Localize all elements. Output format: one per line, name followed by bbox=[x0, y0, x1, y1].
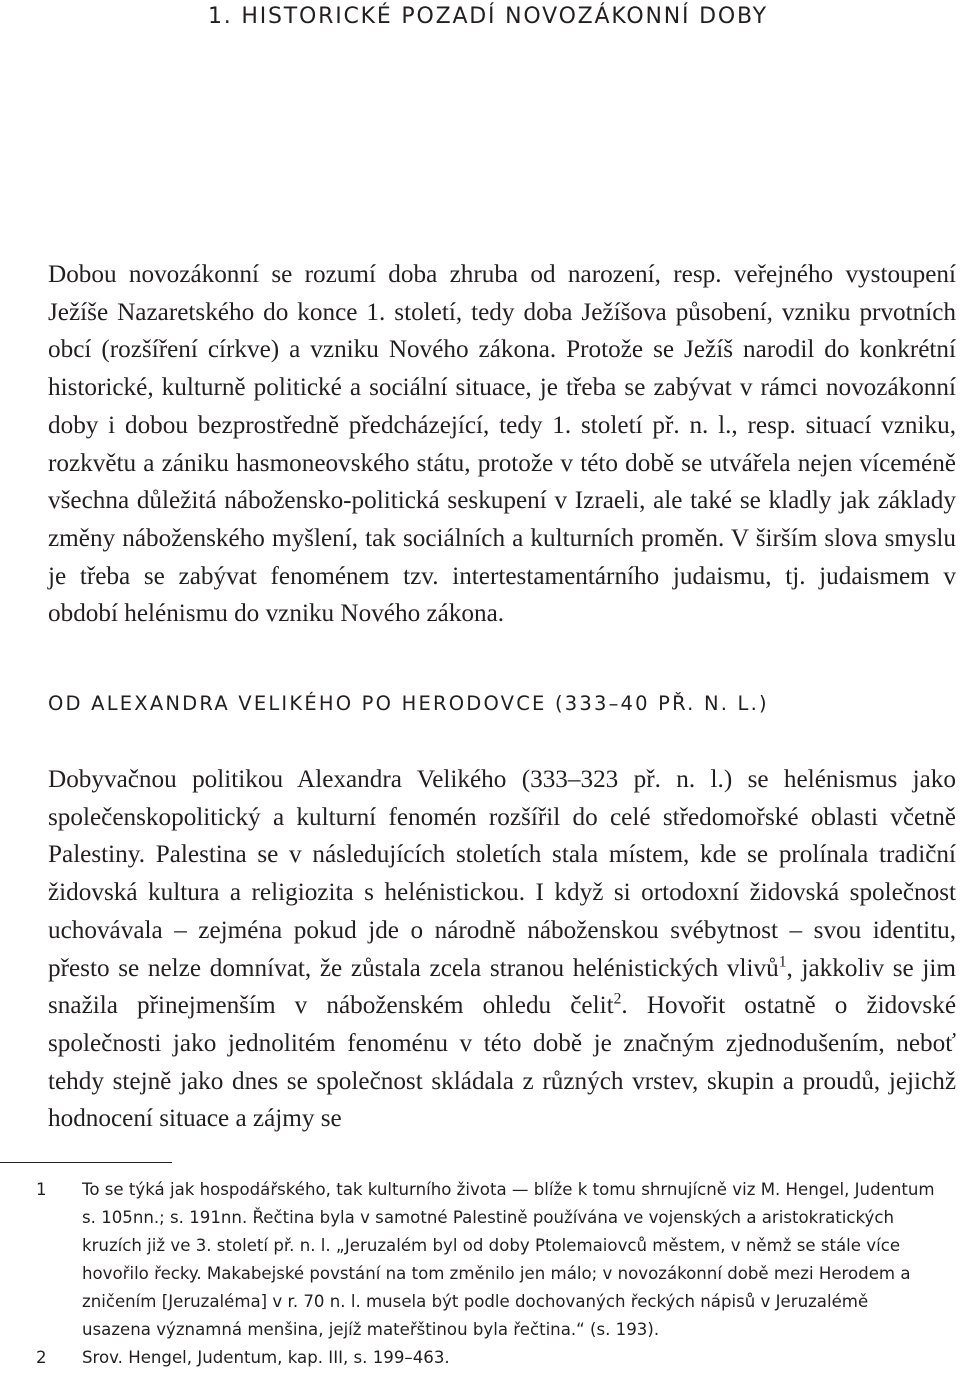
footnote-reference-2[interactable]: 2 bbox=[613, 990, 622, 1008]
section-paragraph-part-1: Dobyvačnou politikou Alexandra Velikého (333–323 př. n. l.) se helénismus jako společenskopolitický a kulturní fenomén rozšířil do celé středomořské oblasti včetně Palestiny. Palestina se v následujících stoletích stala místem, kde se prolínala tradiční židovská kultura a religiozita s helénistickou. I když si ortodoxní židovská společnost uchovávala – zejména pokud jde o národně náboženskou svébytnost – svou identitu, přesto se nelze domnívat, že zůstala zcela stranou helénistických vlivů bbox=[48, 766, 956, 982]
section-paragraph-part-2: , jakkoliv se jim snažila přinejmenším v náboženském ohledu čelit bbox=[48, 954, 956, 1020]
footnote-text: Srov. Hengel, Judentum, kap. III, s. 199–463. bbox=[82, 1348, 450, 1367]
footnotes bbox=[0, 1176, 960, 1372]
section-heading: OD ALEXANDRA VELIKÉHO PO HERODOVCE (333–40 PŘ. N. L.) bbox=[48, 692, 769, 715]
footnote-number: 1 bbox=[36, 1180, 47, 1199]
footnote-2 bbox=[0, 1344, 960, 1372]
intro-paragraph: Dobou novozákonní se rozumí doba zhruba od narození, resp. veřejného vystoupení Ježíše Nazaretského do konce 1. století, tedy doba Ježíšova působení, vzniku prvotních obcí (rozšíření církve) a vzniku Nového zákona. Protože se Ježíš narodil do konkrétní historické, kulturně politické a sociální situace, je třeba se zabývat v rámci novozákonní doby i dobou bezprostředně předcházející, tedy 1. století př. n. l., resp. situací vzniku, rozkvětu a zániku hasmoneovského státu, protože v této době se utvářela nejen víceméně všechna důležitá nábožensko-politická seskupení v Izraeli, ale také se kladly jak základy změny náboženského myšlení, tak sociálních a kulturních proměn. V širším slova smyslu je třeba se zabývat fenoménem tzv. intertestamentárního judaismu, tj. judaismem v období helénismu do vzniku Nového zákona. bbox=[48, 261, 956, 628]
section-paragraph bbox=[48, 761, 956, 1138]
footnote-divider bbox=[0, 1162, 172, 1163]
footnote-1 bbox=[0, 1176, 960, 1344]
footnote-reference-1[interactable]: 1 bbox=[778, 953, 787, 971]
section-paragraph-part-3: . Hovořit ostatně o židovské společnosti jako jednolitém fenoménu v této době je značným zjednodušením, neboť tehdy stejně jako dnes se společnost skládala z různých vrstev, skupin a proudů, jejichž hodnocení situace a zájmy se bbox=[48, 992, 957, 1133]
footnote-text: To se týká jak hospodářského, tak kulturního života — blíže k tomu shrnujícně viz M. Hengel, Judentum s. 105nn.; s. 191nn. Řečtina byla v samotné Palestině používána ve vojenských a aristokratických kruzích již ve 3. století př. n. l. „Jeruzalém byl od doby Ptolemaiovců městem, v němž se stále více hovořilo řecky. Makabejské povstání na tom změnilo jen málo; v novozákonní době mezi Herodem a zničením [Jeruzaléma] v r. 70 n. l. musela být podle dochovaných řeckých nápisů v Jeruzalémě usazena významná menšina, jejíž mateřštinou byla řečtina.“ (s. 193). bbox=[82, 1180, 935, 1339]
chapter-title: 1. HISTORICKÉ POZADÍ NOVOZÁKONNÍ DOBY bbox=[208, 4, 768, 29]
footnote-number: 2 bbox=[36, 1348, 47, 1367]
